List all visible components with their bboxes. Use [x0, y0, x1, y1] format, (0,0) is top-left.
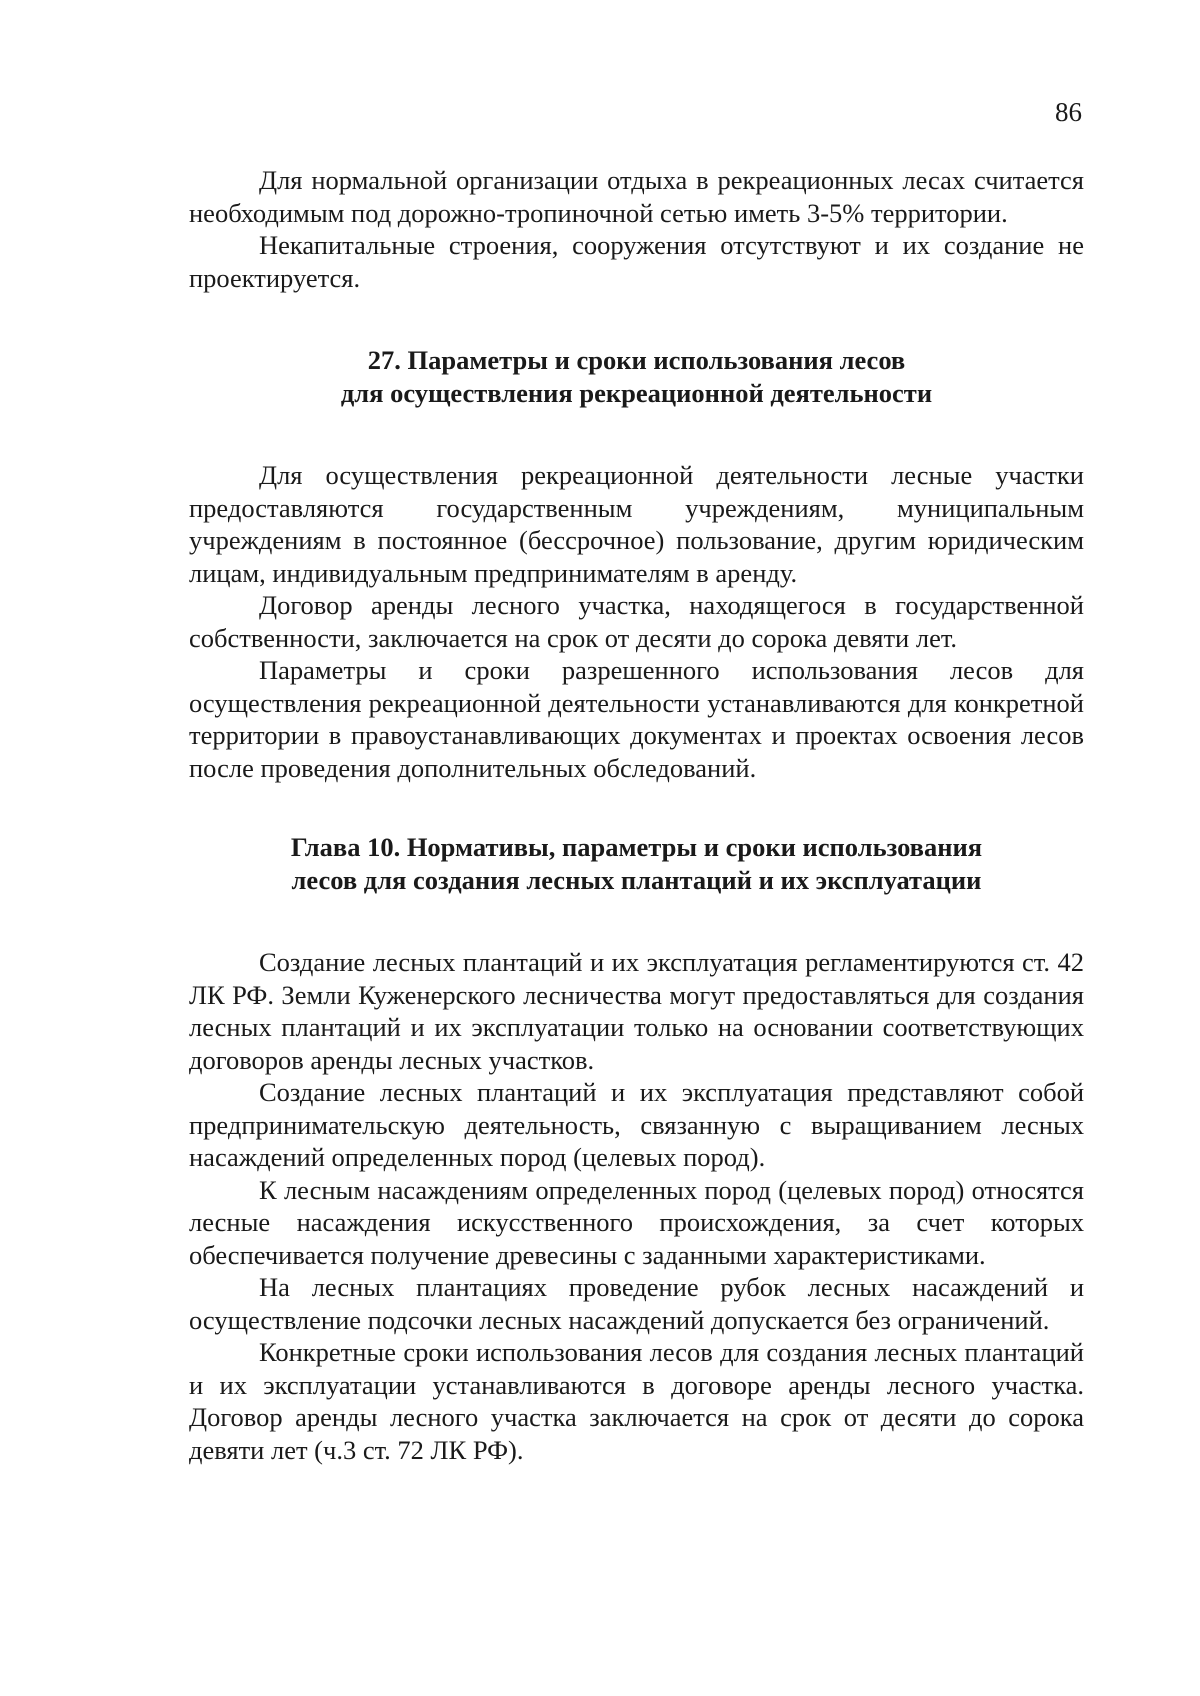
section-27 — [189, 344, 1084, 784]
chapter-10-paragraph: На лесных плантациях проведение рубок лесных насаждений и осуществление подсочки лесных насаждений допускается без ограничений. — [189, 1272, 1084, 1335]
chapter-10-paragraph: Создание лесных плантаций и их эксплуатация регламентируются ст. 42 ЛК РФ. Земли Куженерского лесничества могут предоставляться для создания лесных плантаций и их эксплуатации только на основании соответствующих договоров аренды лесных участков. — [189, 947, 1084, 1075]
page-number: 86 — [1055, 97, 1082, 127]
section-27-paragraph: Параметры и сроки разрешенного использования лесов для осуществления рекреационной деятельности устанавливаются для конкретной территории в правоустанавливающих документах и проектах освоения лесов после проведения дополнительных обследований. — [189, 655, 1084, 783]
intro-paragraph: Для нормальной организации отдыха в рекреационных лесах считается необходимым под дорожно-тропиночной сетью иметь 3-5% территории. — [189, 165, 1084, 228]
section-27-title — [189, 344, 1084, 409]
section-27-paragraph: Для осуществления рекреационной деятельности лесные участки предоставляются государственным учреждениям, муниципальным учреждениям в постоянное (бессрочное) пользование, другим юридическим лицам, индивидуальным предпринимателям в аренду. — [189, 460, 1084, 588]
intro-paragraph: Некапитальные строения, сооружения отсутствуют и их создание не проектируется. — [189, 230, 1084, 293]
section-27-title-line: для осуществления рекреационной деятельности — [340, 377, 933, 408]
page-content — [189, 164, 1084, 1466]
chapter-10-title — [189, 831, 1084, 896]
chapter-10-paragraph: К лесным насаждениям определенных пород (целевых пород) относятся лесные насаждения искусственного происхождения, за счет которых обеспечивается получение древесины с заданными характеристиками. — [189, 1174, 1084, 1270]
intro-section — [189, 164, 1084, 294]
chapter-10-title-line: Глава 10. Нормативы, параметры и сроки использования — [290, 832, 983, 862]
section-27-paragraph: Договор аренды лесного участка, находящегося в государственной собственности, заключается на срок от десяти до сорока девяти лет. — [189, 590, 1084, 653]
chapter-10-paragraph: Конкретные сроки использования лесов для создания лесных плантаций и их эксплуатации устанавливаются в договоре аренды лесного участка. Договор аренды лесного участка заключается на срок от десяти до сорока девяти лет (ч.3 ст. 72 ЛК РФ). — [189, 1337, 1084, 1465]
section-27-title-line: 27. Параметры и сроки использования лесов — [367, 345, 906, 375]
chapter-10-paragraph: Создание лесных плантаций и их эксплуатация представляют собой предпринимательскую деятельность, связанную с выращиванием лесных насаждений определенных пород (целевых пород). — [189, 1077, 1084, 1172]
chapter-10 — [189, 831, 1084, 1466]
chapter-10-title-line: лесов для создания лесных плантаций и их эксплуатации — [291, 864, 982, 895]
